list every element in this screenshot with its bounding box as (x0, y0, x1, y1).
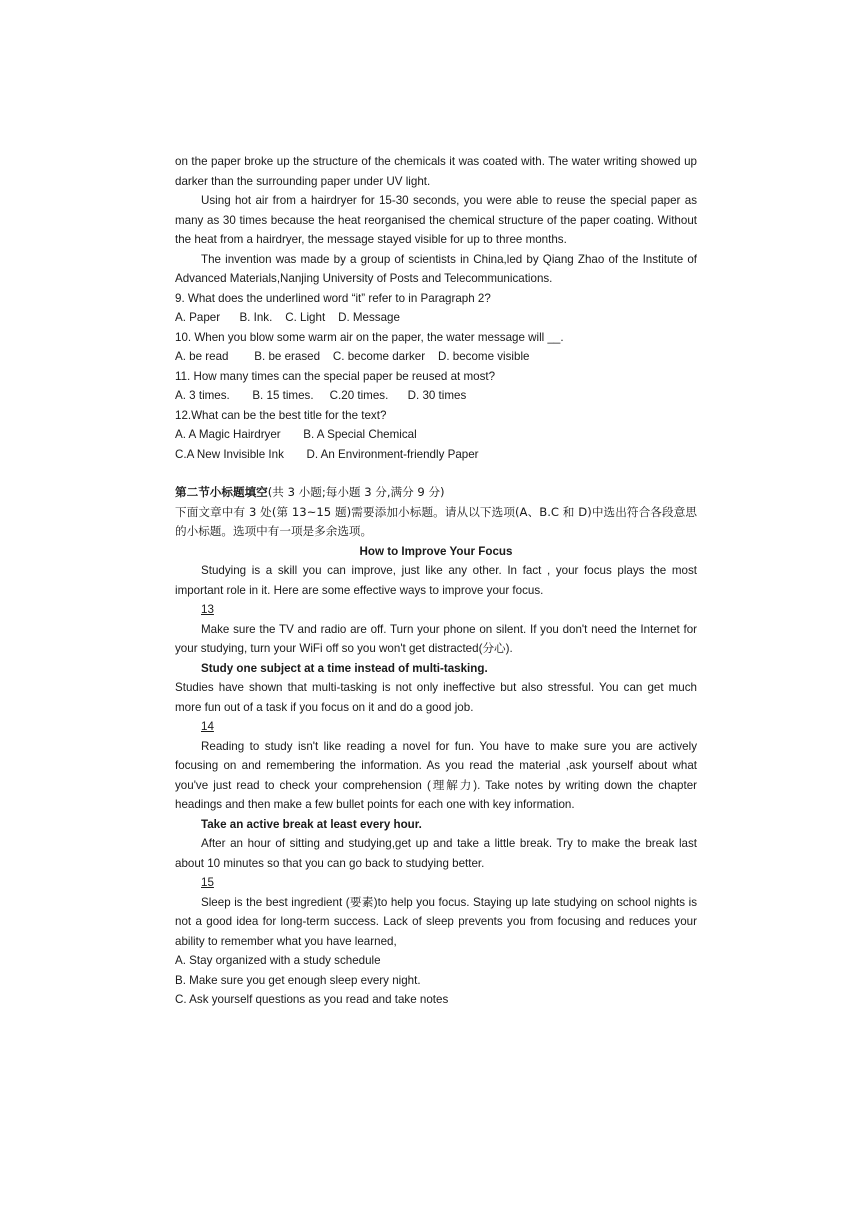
question-12-stem: 12.What can be the best title for the text? (175, 408, 387, 422)
option[interactable]: D. 30 times (407, 389, 467, 402)
option[interactable]: B. 15 times. (252, 389, 314, 402)
option[interactable]: D. An Environment-friendly Paper (306, 447, 479, 461)
passage-paragraph-2: Using hot air from a hairdryer for 15-30 seconds, you were able to reuse the special paper as many as 30 times because the heat reorganised the chemical structure of the paper coating. Without the heat from a hairdryer, the message stayed visible for up to three months. (175, 194, 697, 246)
blank-13[interactable]: 13 (201, 603, 214, 616)
article-title: How to Improve Your Focus (359, 544, 513, 558)
paragraph-14: Reading to study isn't like reading a novel for fun. You have to make sure you are actively focusing on and remembering the information. As you read the material ,ask yourself about what you've just read to check your comprehension (理解力). Take notes by writing down the chapter headings and then make a few bullet points for each one with key information. (175, 739, 697, 811)
blank-15[interactable]: 15 (201, 876, 214, 889)
subheading-break: Take an active break at least every hour. (201, 817, 422, 831)
option[interactable]: A. Paper (175, 311, 221, 324)
section-instructions: 下面文章中有 3 处(第 13~15 题)需要添加小标题。请从以下选项(A、B.C 和 D)中选出符合各段意思的小标题。选项中有一项是多余选项。 (175, 504, 697, 538)
heading-option-b[interactable]: B. Make sure you get enough sleep every night. (175, 973, 421, 987)
question-12-options-row2 (175, 445, 697, 465)
question-10-options (175, 347, 697, 367)
option[interactable]: C. Light (285, 311, 326, 324)
paragraph-13: Make sure the TV and radio are off. Turn your phone on silent. If you don't need the Internet for your studying, turn your WiFi off so you won't get distracted(分心). (175, 622, 697, 655)
question-10-stem: 10. When you blow some warm air on the paper, the water message will __. (175, 330, 564, 344)
exam-page (175, 152, 697, 1010)
section-heading-rest: (共 3 小题;每小题 3 分,满分 9 分) (267, 485, 445, 499)
section-gap (175, 464, 697, 483)
heading-option-c[interactable]: C. Ask yourself questions as you read and take notes (175, 993, 449, 1006)
subheading-multitasking: Study one subject at a time instead of multi-tasking. (201, 661, 488, 675)
option[interactable]: B. A Special Chemical (303, 428, 417, 441)
option[interactable]: A. 3 times. (175, 389, 230, 402)
question-9-stem: 9. What does the underlined word “it” refer to in Paragraph 2? (175, 291, 491, 305)
option[interactable]: D. Message (338, 311, 400, 324)
option[interactable]: C.A New Invisible Ink (175, 447, 284, 461)
option[interactable]: A. A Magic Hairdryer (175, 428, 281, 441)
option[interactable]: C.20 times. (329, 389, 389, 402)
option[interactable]: B. Ink. (239, 311, 273, 324)
paragraph-break: After an hour of sitting and studying,get up and take a little break. Try to make the break last about 10 minutes so that you can go back to studying better. (175, 837, 697, 870)
option[interactable]: D. become visible (437, 350, 530, 363)
option[interactable]: C. become darker (332, 350, 426, 363)
question-11-options (175, 386, 697, 406)
paragraph-15: Sleep is the best ingredient (要素)to help you focus. Staying up late studying on school nights is not a good idea for long-term success. Lack of sleep prevents you from focusing and reduces your ability to remember what you have learned, (175, 895, 697, 948)
option[interactable]: A. be read (175, 350, 229, 363)
passage-paragraph-3: The invention was made by a group of scientists in China,led by Qiang Zhao of the Institute of Advanced Materials,Nanjing University of Posts and Telecommunications. (175, 252, 697, 285)
section-heading-bold: 第二节小标题填空 (175, 485, 268, 499)
question-11-stem: 11. How many times can the special paper be reused at most? (175, 369, 496, 383)
heading-option-a[interactable]: A. Stay organized with a study schedule (175, 954, 381, 967)
blank-14[interactable]: 14 (201, 720, 214, 733)
passage-paragraph-1: on the paper broke up the structure of the chemicals it was coated with. The water writing showed up darker than the surrounding paper under UV light. (175, 155, 697, 188)
question-12-options-row1 (175, 425, 697, 445)
question-9-options (175, 308, 697, 328)
article-intro: Studying is a skill you can improve, just like any other. In fact , your focus plays the most important role in it. Here are some effective ways to improve your focus. (175, 564, 697, 597)
option[interactable]: B. be erased (254, 350, 321, 363)
paragraph-multitasking: Studies have shown that multi-tasking is not only ineffective but also stressful. You can get much more fun out of a task if you focus on it and do a good job. (175, 681, 697, 714)
section-heading (175, 483, 697, 503)
